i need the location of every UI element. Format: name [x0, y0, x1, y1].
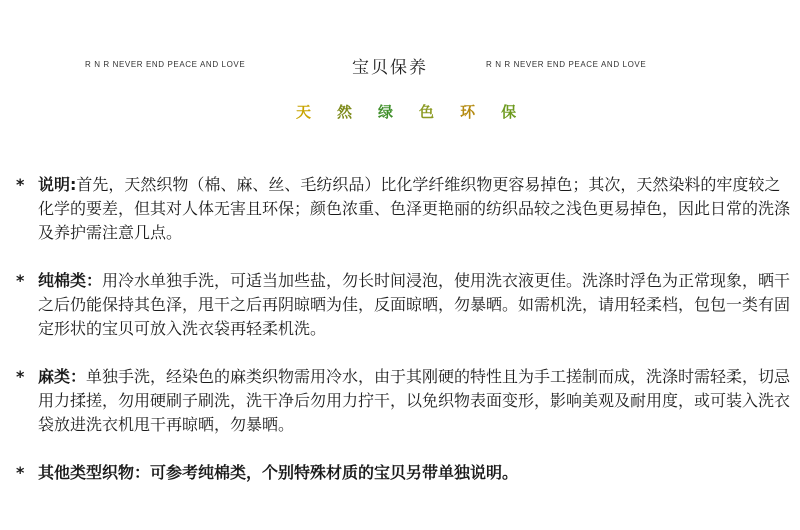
bullet-mark: * [16, 463, 25, 482]
subtitle-char: 环 [460, 103, 476, 121]
care-instructions [16, 173, 791, 509]
section-other [16, 461, 791, 485]
header-banner [0, 50, 800, 80]
tagline-left: R N R NEVER END PEACE AND LOVE [85, 60, 246, 69]
section-linen [16, 365, 791, 437]
section-cotton [16, 269, 791, 341]
section-colon: ： [70, 367, 87, 386]
subtitle-char: 色 [419, 103, 435, 121]
section-label: 纯棉类 [38, 271, 87, 290]
section-colon: ： [134, 463, 151, 482]
bullet-mark: * [16, 271, 25, 290]
section-colon: ： [86, 271, 103, 290]
section-text: 首先，天然织物（棉、麻、丝、毛纺织品）比化学纤维织物更容易掉色；其次，天然染料的牢度较之化学的要差，但其对人体无害且环保；颜色浓重、色泽更艳丽的纺织品较之浅色更易掉色，因此日常的洗涤及养护需注意几点。 [38, 175, 791, 242]
subtitle-char: 然 [337, 103, 353, 121]
tagline-right: R N R NEVER END PEACE AND LOVE [486, 60, 647, 69]
section-colon: : [70, 175, 77, 194]
section-text: 用冷水单独手洗，可适当加些盐，勿长时间浸泡，使用洗衣液更佳。洗涤时浮色为正常现象，晒干之后仍能保持其色泽，甩干之后再阴晾晒为佳，反面晾晒，勿暴晒。如需机洗，请用轻柔档，包包一类有固定形状的宝贝可放入洗衣袋再轻柔机洗。 [38, 271, 791, 338]
section-label: 其他类型织物 [38, 463, 135, 482]
section-label: 说明 [38, 175, 71, 194]
section-label: 麻类 [38, 367, 71, 386]
section-intro [16, 173, 791, 245]
bullet-mark: * [16, 367, 25, 386]
subtitle-char: 绿 [378, 103, 394, 121]
section-text: 可参考纯棉类，个别特殊材质的宝贝另带单独说明。 [150, 463, 519, 482]
section-text: 单独手洗，经染色的麻类织物需用冷水，由于其刚硬的特性且为手工搓制而成，洗涤时需轻柔，切忌用力揉搓，勿用硬刷子刷洗，洗干净后勿用力拧干，以免织物表面变形，影响美观及耐用度，或可装入洗衣袋放进洗衣机甩干再晾晒，勿暴晒。 [38, 367, 791, 434]
subtitle-char: 保 [501, 103, 517, 121]
bullet-mark: * [16, 175, 25, 194]
subtitle-eco [296, 101, 516, 122]
page-title: 宝贝保养 [352, 58, 428, 78]
subtitle-char: 天 [296, 103, 312, 121]
